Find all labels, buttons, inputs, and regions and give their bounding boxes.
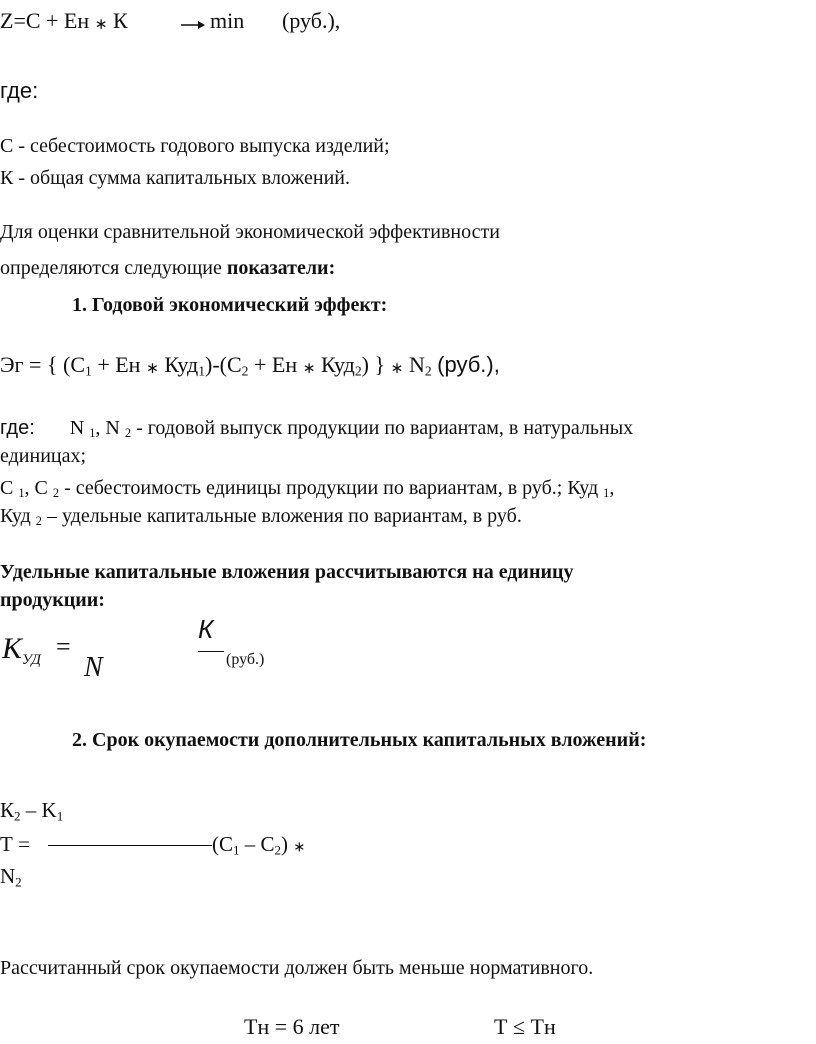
subscript: УД [21,652,41,668]
multiply-sign: ∗ [293,839,306,856]
subscript: 2 [52,486,60,501]
legend-c-end: , [609,477,615,499]
legend-n-text: - годовой выпуск продукции по вариантам, в натуральных [136,417,634,439]
legend-c-symbol: С [0,477,14,499]
arrow-right-icon [180,16,206,30]
formula-payback-lhs: Т = [0,832,30,856]
formula-annual-effect-part-3: Куд [164,352,199,377]
heading-unit-investment-line-1: Удельные капитальные вложения рассчитываются на единицу [0,561,574,583]
subscript: 2 [15,874,22,890]
multiply-sign: ∗ [302,359,316,377]
heading-payback-period: 2. Срок окупаемости дополнительных капитальных вложений: [72,729,647,751]
formula-annual-effect-part-8: N [408,352,425,377]
normative-period: Тн = 6 лет [244,1014,340,1039]
subscript: 1 [603,486,610,501]
subscript: 2 [35,514,42,529]
fraction-bar [48,845,212,846]
intro-line-2-bold: показатели: [226,257,336,279]
legend-c [0,478,614,500]
formula-annual-effect-part-7: ) } [361,352,386,377]
intro-line-2-text: определяются следующие [0,257,222,279]
legend-k-symbol: Куд [0,505,31,527]
formula-unit-investment-lhs [2,634,41,668]
definition-c: С - себестоимость годового выпуска изделий; [0,135,390,157]
formula-payback-c1: (С [212,832,233,856]
subscript: 1 [18,486,25,501]
conclusion-text: Рассчитанный срок окупаемости должен быть меньше нормативного. [0,957,594,979]
formula-unit-investment-denominator: N [84,652,103,683]
subscript: 2 [354,363,362,379]
formula-annual-effect-part-1: Эг = { (С [0,352,86,377]
formula-annual-effect [0,354,500,378]
formula-annual-effect-part-2: + Ен [97,352,141,377]
formula-payback-n-symbol: N [0,864,16,888]
formula-annual-effect-part-5: + Ен [253,352,298,377]
formula-payback-cost-diff [212,834,306,856]
formula-payback-minus-k: – K [25,798,57,822]
subscript: 2 [241,363,249,379]
formula-objective-unit: (руб.), [282,8,341,33]
formula-objective-lhs: Z=С + Ен [0,8,90,33]
multiply-sign: ∗ [390,359,404,377]
legend-n-mid: , N [95,417,120,439]
formula-payback-n [0,866,22,888]
formula-objective-target: min [210,8,245,33]
legend-where: где: [0,417,35,439]
multiply-sign: ∗ [94,15,108,33]
fraction-bar [198,651,224,652]
legend-k-text: – удельные капитальные вложения по вариантам, в руб. [46,505,522,527]
legend-c-mid: , С [24,477,48,499]
subscript: 2 [424,363,432,379]
formula-objective [0,10,128,32]
formula-unit-investment-numerator: К [198,614,214,644]
subscript: 1 [85,363,92,379]
intro-line-2 [0,258,335,278]
legend-n-line-2: единицах; [0,445,87,467]
formula-payback-minus-c: – С [244,832,275,856]
legend-k [0,506,522,528]
formula-annual-effect-unit: (руб.), [437,352,500,377]
payback-condition: Т ≤ Тн [494,1014,556,1039]
heading-annual-effect: 1. Годовой экономический эффект: [72,294,388,316]
subscript: 2 [274,842,282,858]
formula-payback-close: ) [281,832,289,856]
multiply-sign: ∗ [145,359,159,377]
formula-annual-effect-part-4: )-(С [205,352,242,377]
subscript: 2 [124,426,132,441]
legend-n [0,418,633,440]
legend-c-text: - себестоимость единицы продукции по вариантам, в руб.; Куд [64,477,599,499]
formula-annual-effect-part-6: Куд [321,352,355,377]
subscript: 1 [89,426,96,441]
formula-payback-k: К [0,798,15,822]
legend-n-symbol: N [69,417,85,439]
subscript: 1 [198,363,205,379]
where-label: где: [0,78,39,103]
formula-unit-investment-unit: (руб.) [226,651,265,668]
subscript: 1 [56,808,64,824]
formula-unit-investment-eq: = [56,632,71,661]
formula-unit-investment-symbol: К [2,632,22,665]
subscript: 1 [233,842,240,858]
formula-payback-numerator [0,800,63,822]
heading-unit-investment-line-2: продукции: [0,589,105,611]
definition-k: К - общая сумма капитальных вложений. [0,167,350,189]
subscript: 2 [14,808,21,824]
formula-objective-var: К [113,8,128,33]
intro-line-1: Для оценки сравнительной экономической эффективности [0,221,500,243]
